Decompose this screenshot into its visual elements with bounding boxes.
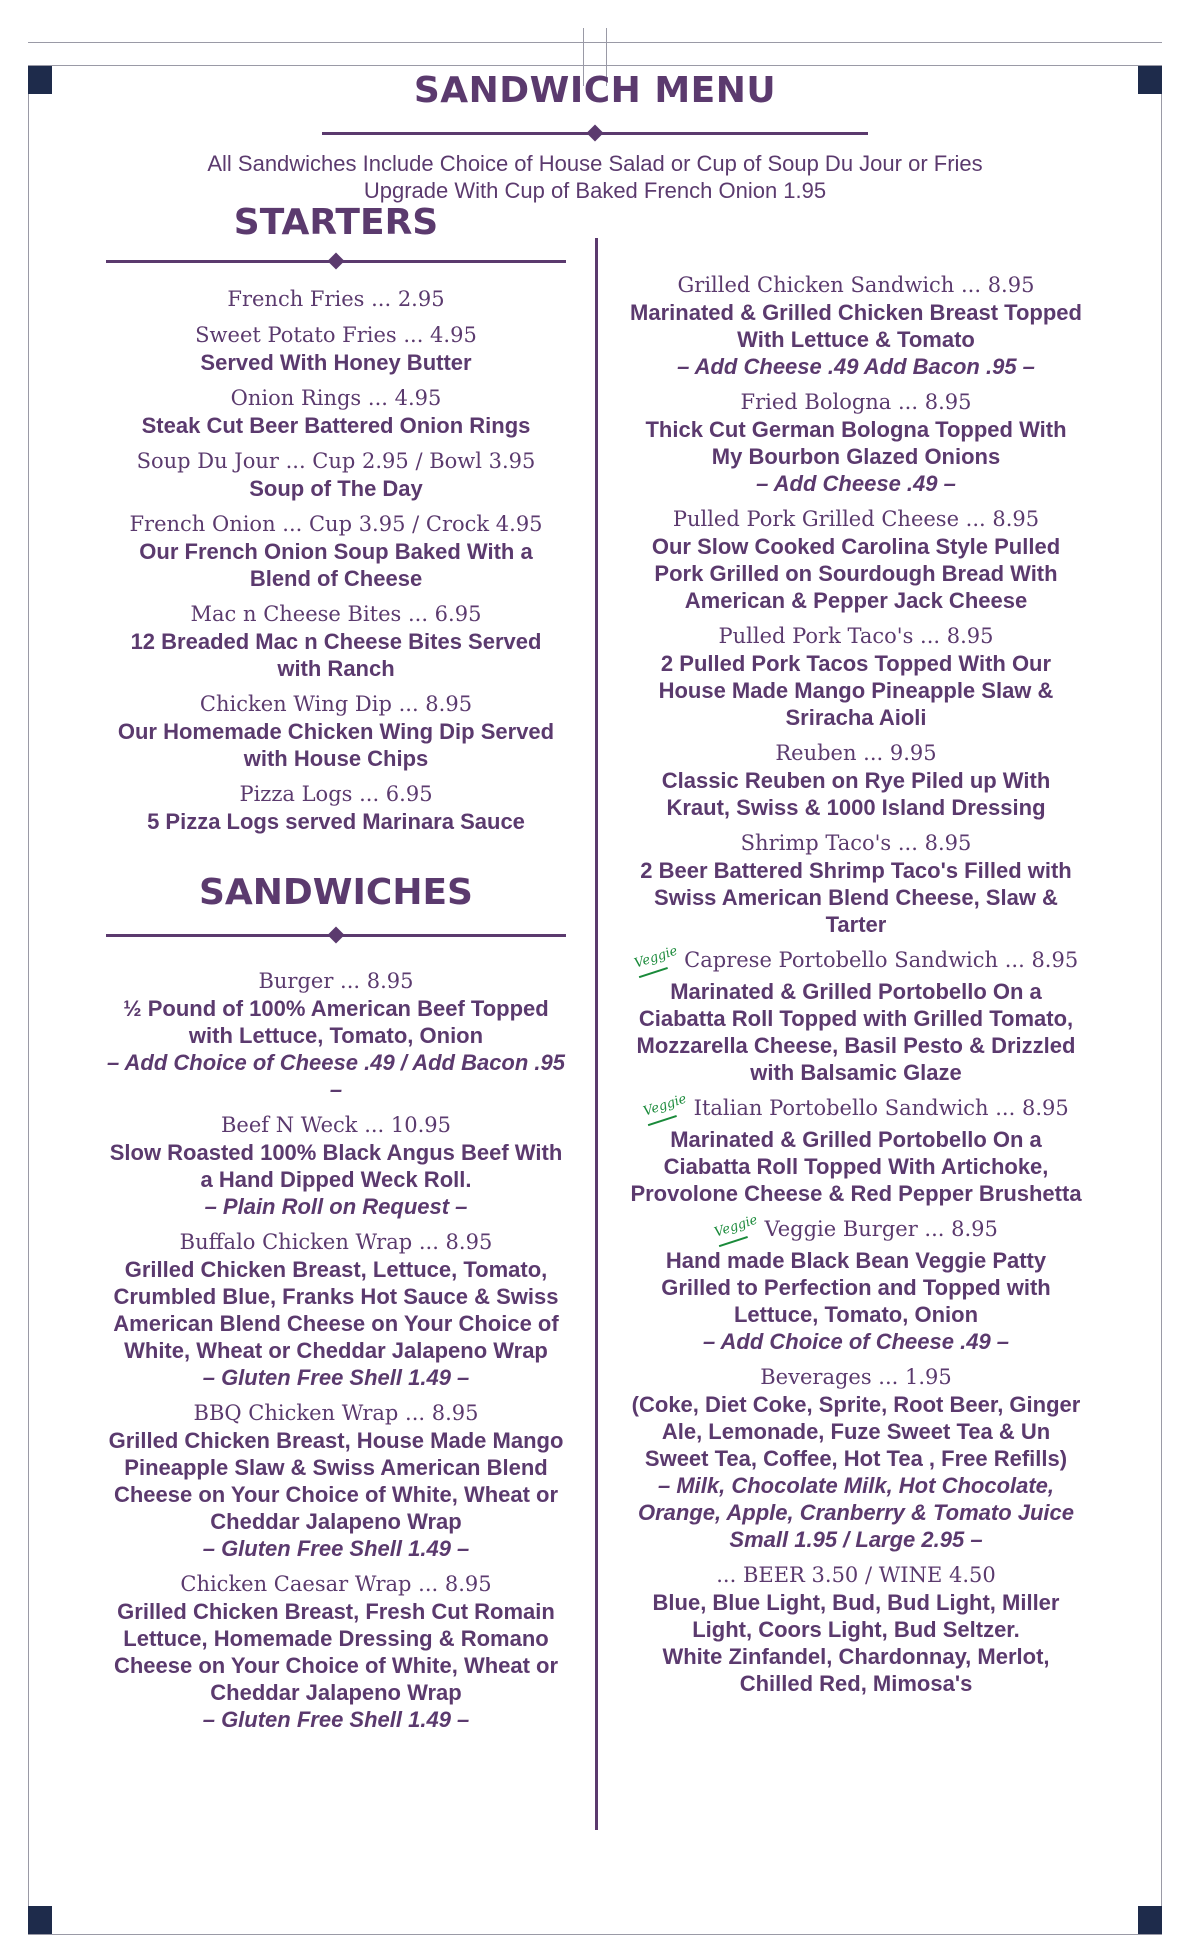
item-name: Onion Rings ... 4.95: [230, 386, 442, 410]
list-item: [630, 506, 1082, 614]
item-description: Served With Honey Butter: [200, 350, 472, 375]
item-name: Beverages ... 1.95: [760, 1365, 952, 1389]
list-item: [630, 943, 1082, 1086]
item-note: – Gluten Free Shell 1.49 –: [202, 1365, 470, 1390]
list-item: [630, 830, 1082, 938]
item-description: Soup of The Day: [249, 476, 423, 501]
item-note: – Add Choice of Cheese .49 –: [702, 1329, 1010, 1354]
starters-heading: STARTERS: [233, 202, 439, 243]
list-item: [630, 623, 1082, 731]
sandwiches-heading: SANDWICHES: [199, 872, 473, 913]
sandwiches-list: [106, 968, 566, 1742]
list-item: [630, 1212, 1082, 1355]
list-item: [106, 1112, 566, 1220]
item-description: Marinated & Grilled Chicken Breast Topped With Lettuce & Tomato: [630, 300, 1082, 352]
item-name-row: [630, 1091, 1082, 1126]
list-item: [630, 1562, 1082, 1697]
item-description: Grilled Chicken Breast, Fresh Cut Romain Lettuce, Homemade Dressing & Romano Cheese on Your Choice of White, Wheat or Cheddar Jalapeno Wrap: [113, 1599, 559, 1705]
item-description: Thick Cut German Bologna Topped With My Bourbon Glazed Onions: [645, 417, 1067, 469]
list-item: [106, 385, 566, 439]
item-name: Beef N Weck ... 10.95: [220, 1113, 452, 1137]
item-name: Pulled Pork Taco's ... 8.95: [718, 624, 994, 648]
list-item: [630, 740, 1082, 821]
item-name: Chicken Caesar Wrap ... 8.95: [180, 1572, 492, 1596]
item-note: – Add Cheese .49 –: [756, 471, 956, 496]
list-item: [106, 511, 566, 592]
item-name: Shrimp Taco's ... 8.95: [740, 831, 972, 855]
list-item: [106, 322, 566, 376]
list-item: [106, 601, 566, 682]
item-name: Burger ... 8.95: [258, 969, 414, 993]
list-item: [106, 1229, 566, 1391]
item-description: Steak Cut Beer Battered Onion Rings: [141, 413, 531, 438]
corner-block-bottom-left: [28, 1906, 52, 1934]
veggie-badge-icon: [631, 938, 682, 978]
item-note: – Gluten Free Shell 1.49 –: [202, 1536, 470, 1561]
list-item: [106, 1571, 566, 1733]
item-name: Fried Bologna ... 8.95: [740, 390, 972, 414]
list-item: [106, 286, 566, 313]
item-name: Buffalo Chicken Wrap ... 8.95: [179, 1230, 493, 1254]
item-description: Our Slow Cooked Carolina Style Pulled Pork Grilled on Sourdough Bread With American & Pepper Jack Cheese: [651, 534, 1061, 613]
intro-line-1: All Sandwiches Include Choice of House Salad or Cup of Soup Du Jour or Fries: [207, 151, 983, 176]
corner-block-bottom-right: [1138, 1906, 1162, 1934]
item-name: Grilled Chicken Sandwich ... 8.95: [677, 273, 1035, 297]
item-name: Sweet Potato Fries ... 4.95: [195, 323, 477, 347]
item-description: Our Homemade Chicken Wing Dip Served with House Chips: [117, 719, 555, 771]
item-name: Veggie Burger ... 8.95: [764, 1217, 998, 1241]
item-note: – Add Cheese .49 Add Bacon .95 –: [677, 354, 1035, 379]
item-description: 5 Pizza Logs served Marinara Sauce: [147, 809, 525, 834]
item-description: Classic Reuben on Rye Piled up With Kraut, Swiss & 1000 Island Dressing: [661, 768, 1051, 820]
list-item: [106, 781, 566, 835]
item-name: Mac n Cheese Bites ... 6.95: [190, 602, 482, 626]
item-name: Caprese Portobello Sandwich ... 8.95: [684, 948, 1079, 972]
item-description: 2 Beer Battered Shrimp Taco's Filled with Swiss American Blend Cheese, Slaw & Tarter: [640, 858, 1072, 937]
item-description: Marinated & Grilled Portobello On a Ciabatta Roll Topped with Grilled Tomato, Mozzarella Cheese, Basil Pesto & Drizzled with Balsamic Glaze: [636, 979, 1076, 1085]
item-name: French Fries ... 2.95: [227, 287, 445, 311]
intro-line-2: Upgrade With Cup of Baked French Onion 1.95: [363, 178, 827, 203]
item-note: – Gluten Free Shell 1.49 –: [202, 1707, 470, 1732]
veggie-badge-label: Veggie: [632, 943, 680, 972]
item-description: (Coke, Diet Coke, Sprite, Root Beer, Ginger Ale, Lemonade, Fuze Sweet Tea & Un Sweet Tea, Coffee, Hot Tea , Free Refills): [631, 1392, 1081, 1471]
list-item: [106, 1400, 566, 1562]
item-name: Pulled Pork Grilled Cheese ... 8.95: [672, 507, 1040, 531]
item-name: Reuben ... 9.95: [775, 741, 937, 765]
list-item: [630, 272, 1082, 380]
item-description: Grilled Chicken Breast, Lettuce, Tomato, Crumbled Blue, Franks Hot Sauce & Swiss American Blend Cheese on Your Choice of White, Wheat or Cheddar Jalapeno Wrap: [113, 1257, 559, 1363]
list-item: [630, 1091, 1082, 1207]
page-title: SANDWICH MENU: [413, 70, 777, 111]
list-item: [630, 389, 1082, 497]
item-note: – Milk, Chocolate Milk, Hot Chocolate, Orange, Apple, Cranberry & Tomato Juice Small 1.95 / Large 2.95 –: [637, 1473, 1075, 1552]
item-description: Hand made Black Bean Veggie Patty Grilled to Perfection and Topped with Lettuce, Tomato, Onion: [661, 1248, 1051, 1327]
right-column-list: [630, 272, 1082, 1706]
column-divider: [595, 238, 598, 1830]
item-description: Blue, Blue Light, Bud, Bud Light, Miller Light, Coors Light, Bud Seltzer.: [652, 1590, 1060, 1642]
item-description: Marinated & Grilled Portobello On a Ciabatta Roll Topped With Artichoke, Provolone Cheese & Red Pepper Brushetta: [630, 1127, 1082, 1206]
item-note: – Plain Roll on Request –: [204, 1194, 468, 1219]
item-name: Pizza Logs ... 6.95: [239, 782, 433, 806]
list-item: [630, 1364, 1082, 1553]
item-name: Soup Du Jour ... Cup 2.95 / Bowl 3.95: [136, 449, 536, 473]
item-description: ½ Pound of 100% American Beef Topped with Lettuce, Tomato, Onion: [123, 996, 549, 1048]
item-name: BBQ Chicken Wrap ... 8.95: [193, 1401, 479, 1425]
item-description: Slow Roasted 100% Black Angus Beef With a Hand Dipped Weck Roll.: [109, 1140, 563, 1192]
veggie-badge-label: Veggie: [641, 1091, 689, 1120]
list-item: [106, 691, 566, 772]
item-name-row: [630, 943, 1082, 978]
item-name: Italian Portobello Sandwich ... 8.95: [693, 1096, 1069, 1120]
item-description: Grilled Chicken Breast, House Made Mango Pineapple Slaw & Swiss American Blend Cheese on Your Choice of White, Wheat or Cheddar Jalapeno Wrap: [108, 1428, 564, 1534]
list-item: [106, 448, 566, 502]
veggie-badge-icon: [640, 1086, 691, 1126]
item-name: ... BEER 3.50 / WINE 4.50: [716, 1563, 996, 1587]
item-note: – Add Choice of Cheese .49 / Add Bacon .95 –: [106, 1050, 566, 1102]
starters-list: [106, 286, 566, 844]
item-description: 12 Breaded Mac n Cheese Bites Served with Ranch: [130, 629, 542, 681]
veggie-badge-icon: [711, 1207, 762, 1247]
veggie-badge-label: Veggie: [712, 1212, 760, 1241]
item-name: Chicken Wing Dip ... 8.95: [199, 692, 473, 716]
item-description: Our French Onion Soup Baked With a Blend of Cheese: [139, 539, 533, 591]
top-rule: [28, 42, 1162, 43]
item-description-secondary: White Zinfandel, Chardonnay, Merlot, Chilled Red, Mimosa's: [662, 1644, 1050, 1696]
list-item: [106, 968, 566, 1103]
item-name-row: [630, 1212, 1082, 1247]
item-name: French Onion ... Cup 3.95 / Crock 4.95: [129, 512, 543, 536]
item-description: 2 Pulled Pork Tacos Topped With Our House Made Mango Pineapple Slaw & Sriracha Aioli: [658, 651, 1054, 730]
